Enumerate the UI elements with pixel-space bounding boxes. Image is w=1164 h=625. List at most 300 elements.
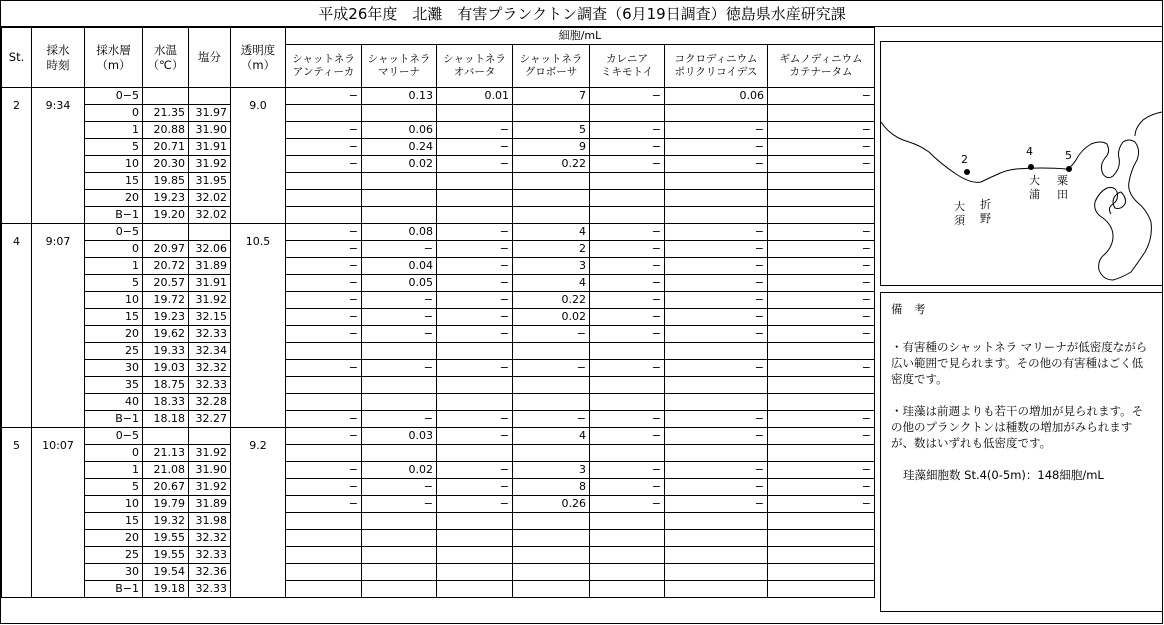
cell-count bbox=[286, 377, 362, 394]
cell-count bbox=[362, 173, 437, 190]
cell-count bbox=[768, 581, 875, 598]
page-title: 平成26年度 北灘 有害プランクトン調査（6月19日調査）徳島県水産研究課 bbox=[1, 1, 1163, 27]
depth-cell: 20 bbox=[85, 530, 143, 547]
cell-count bbox=[437, 530, 513, 547]
cell-count: − bbox=[362, 479, 437, 496]
table-row bbox=[2, 241, 875, 258]
temp-cell: 20.71 bbox=[143, 139, 189, 156]
table-row bbox=[2, 156, 875, 173]
species-name-line2: アンティーカ bbox=[292, 66, 355, 78]
cell-count bbox=[513, 445, 590, 462]
cell-count: − bbox=[437, 479, 513, 496]
cell-count bbox=[590, 207, 665, 224]
temp-cell: 21.13 bbox=[143, 445, 189, 462]
table-row bbox=[2, 377, 875, 394]
cell-count: − bbox=[768, 275, 875, 292]
table-row bbox=[2, 224, 875, 241]
table-row bbox=[2, 207, 875, 224]
cell-count: − bbox=[362, 411, 437, 428]
temp-cell: 20.88 bbox=[143, 122, 189, 139]
station-number: 4 bbox=[2, 224, 32, 428]
cell-count bbox=[665, 377, 768, 394]
table-row bbox=[2, 275, 875, 292]
header-depth-text: （m） bbox=[96, 57, 131, 72]
cell-count: 0.22 bbox=[513, 156, 590, 173]
cell-count bbox=[362, 564, 437, 581]
salinity-cell: 31.98 bbox=[189, 513, 231, 530]
cell-count: 0.13 bbox=[362, 88, 437, 105]
header-time-text: 時刻 bbox=[46, 57, 70, 72]
header-species-0 bbox=[286, 45, 362, 88]
cell-count: − bbox=[768, 479, 875, 496]
temp-cell bbox=[143, 88, 189, 105]
cell-count: 0.05 bbox=[362, 275, 437, 292]
cell-count bbox=[768, 190, 875, 207]
station-number: 5 bbox=[2, 428, 32, 598]
cell-count: − bbox=[665, 292, 768, 309]
table-row bbox=[2, 105, 875, 122]
salinity-cell bbox=[189, 428, 231, 445]
cell-count bbox=[665, 207, 768, 224]
cell-count bbox=[768, 530, 875, 547]
species-name-line2: グロボーサ bbox=[524, 66, 578, 78]
station-2-label: 2 bbox=[961, 153, 968, 166]
header-temp bbox=[143, 28, 189, 88]
table-row bbox=[2, 173, 875, 190]
cell-count bbox=[665, 343, 768, 360]
cell-count bbox=[286, 105, 362, 122]
salinity-cell: 31.90 bbox=[189, 462, 231, 479]
salinity-cell: 32.36 bbox=[189, 564, 231, 581]
table-row bbox=[2, 258, 875, 275]
depth-cell: 30 bbox=[85, 564, 143, 581]
cell-count bbox=[513, 530, 590, 547]
header-station bbox=[2, 28, 32, 88]
cell-count: − bbox=[362, 309, 437, 326]
cell-count: 5 bbox=[513, 122, 590, 139]
cell-count: − bbox=[768, 309, 875, 326]
station-5-marker bbox=[1066, 166, 1072, 172]
cell-count: − bbox=[437, 292, 513, 309]
cell-count: − bbox=[437, 496, 513, 513]
temp-cell: 19.85 bbox=[143, 173, 189, 190]
header-transparency bbox=[231, 28, 286, 88]
cell-count bbox=[590, 581, 665, 598]
salinity-cell: 31.91 bbox=[189, 139, 231, 156]
cell-count bbox=[768, 564, 875, 581]
cell-count bbox=[437, 173, 513, 190]
cell-count bbox=[362, 207, 437, 224]
cell-count bbox=[590, 547, 665, 564]
cell-count: − bbox=[590, 411, 665, 428]
cell-count: − bbox=[590, 275, 665, 292]
salinity-cell: 31.89 bbox=[189, 258, 231, 275]
temp-cell: 19.54 bbox=[143, 564, 189, 581]
cell-count: − bbox=[590, 122, 665, 139]
temp-cell: 19.32 bbox=[143, 513, 189, 530]
cell-count: 0.06 bbox=[665, 88, 768, 105]
table-row bbox=[2, 564, 875, 581]
cell-count: − bbox=[286, 258, 362, 275]
place-oura-1: 大 bbox=[1029, 174, 1040, 187]
cell-count: 0.03 bbox=[362, 428, 437, 445]
header-species-4 bbox=[590, 45, 665, 88]
cell-count bbox=[665, 105, 768, 122]
cell-count: − bbox=[768, 122, 875, 139]
cell-count: − bbox=[665, 156, 768, 173]
station-map bbox=[880, 41, 1163, 286]
cell-count bbox=[362, 581, 437, 598]
depth-cell: 0 bbox=[85, 241, 143, 258]
temp-cell: 19.18 bbox=[143, 581, 189, 598]
temp-cell: 19.23 bbox=[143, 190, 189, 207]
cell-count bbox=[513, 207, 590, 224]
cell-count: − bbox=[437, 360, 513, 377]
cell-count bbox=[513, 105, 590, 122]
temp-cell: 20.57 bbox=[143, 275, 189, 292]
cell-count bbox=[437, 564, 513, 581]
depth-cell: 20 bbox=[85, 190, 143, 207]
salinity-cell: 32.32 bbox=[189, 530, 231, 547]
table-row bbox=[2, 479, 875, 496]
salinity-cell: 32.02 bbox=[189, 190, 231, 207]
temp-cell bbox=[143, 428, 189, 445]
temp-cell: 20.30 bbox=[143, 156, 189, 173]
cell-count bbox=[590, 190, 665, 207]
cell-count: − bbox=[665, 360, 768, 377]
cell-count bbox=[513, 394, 590, 411]
cell-count bbox=[513, 190, 590, 207]
cell-count: − bbox=[437, 241, 513, 258]
table-row bbox=[2, 309, 875, 326]
cell-count: − bbox=[286, 496, 362, 513]
depth-cell: B−1 bbox=[85, 581, 143, 598]
cell-count: − bbox=[590, 139, 665, 156]
place-awata-1: 粟 bbox=[1057, 174, 1068, 187]
cell-count: − bbox=[437, 258, 513, 275]
cell-count: − bbox=[768, 360, 875, 377]
table-row bbox=[2, 428, 875, 445]
cell-count: − bbox=[768, 496, 875, 513]
cell-count bbox=[362, 377, 437, 394]
header-cells-unit: 細胞/mL bbox=[286, 28, 875, 45]
cell-count: − bbox=[437, 156, 513, 173]
table-row bbox=[2, 326, 875, 343]
cell-count bbox=[286, 343, 362, 360]
cell-count: − bbox=[665, 258, 768, 275]
cell-count bbox=[286, 564, 362, 581]
cell-count: − bbox=[590, 496, 665, 513]
table-row bbox=[2, 445, 875, 462]
cell-count: − bbox=[437, 428, 513, 445]
cell-count bbox=[437, 513, 513, 530]
cell-count bbox=[286, 173, 362, 190]
header-salinity bbox=[189, 28, 231, 88]
header-temp-text: （℃） bbox=[147, 57, 184, 72]
cell-count bbox=[590, 530, 665, 547]
temp-cell: 18.33 bbox=[143, 394, 189, 411]
cell-count: − bbox=[768, 462, 875, 479]
station-4-marker bbox=[1028, 164, 1034, 170]
species-name-line1: シャットネラ bbox=[367, 53, 431, 65]
place-awata-2: 田 bbox=[1057, 188, 1068, 201]
cell-count: − bbox=[286, 275, 362, 292]
cell-count: − bbox=[665, 309, 768, 326]
salinity-cell: 32.33 bbox=[189, 326, 231, 343]
header-transparency-text: 透明度 bbox=[240, 42, 276, 57]
cell-count: 4 bbox=[513, 428, 590, 445]
cell-count: 7 bbox=[513, 88, 590, 105]
cell-count: − bbox=[286, 292, 362, 309]
depth-cell: 15 bbox=[85, 513, 143, 530]
table-row bbox=[2, 360, 875, 377]
cell-count bbox=[665, 190, 768, 207]
depth-cell: 5 bbox=[85, 275, 143, 292]
species-name-line2: ミキモトイ bbox=[601, 66, 653, 78]
table-row bbox=[2, 343, 875, 360]
salinity-cell: 31.95 bbox=[189, 173, 231, 190]
salinity-cell: 31.91 bbox=[189, 275, 231, 292]
cell-count bbox=[665, 581, 768, 598]
cell-count: − bbox=[590, 292, 665, 309]
remarks-box bbox=[880, 292, 1163, 612]
species-name-line1: カレニア bbox=[606, 53, 648, 65]
depth-cell: 10 bbox=[85, 292, 143, 309]
depth-cell: 0−5 bbox=[85, 88, 143, 105]
cell-count: 0.06 bbox=[362, 122, 437, 139]
header-temp-text: 水温 bbox=[154, 42, 177, 57]
cell-count: − bbox=[286, 241, 362, 258]
cell-count: − bbox=[768, 156, 875, 173]
cell-count: 0.01 bbox=[437, 88, 513, 105]
temp-cell: 20.67 bbox=[143, 479, 189, 496]
salinity-cell: 31.92 bbox=[189, 292, 231, 309]
cell-count: − bbox=[437, 122, 513, 139]
cell-count: − bbox=[665, 326, 768, 343]
cell-count bbox=[590, 377, 665, 394]
cell-count: − bbox=[768, 428, 875, 445]
salinity-cell: 31.97 bbox=[189, 105, 231, 122]
cell-count bbox=[437, 190, 513, 207]
cell-count: − bbox=[437, 275, 513, 292]
depth-cell: 25 bbox=[85, 547, 143, 564]
cell-count bbox=[513, 564, 590, 581]
cell-count: 8 bbox=[513, 479, 590, 496]
salinity-cell: 31.89 bbox=[189, 496, 231, 513]
table-row bbox=[2, 581, 875, 598]
depth-cell: 0 bbox=[85, 105, 143, 122]
header-species-6 bbox=[768, 45, 875, 88]
cell-count bbox=[286, 394, 362, 411]
cell-count: − bbox=[768, 139, 875, 156]
cell-count: 3 bbox=[513, 462, 590, 479]
cell-count: − bbox=[590, 258, 665, 275]
cell-count: 0.08 bbox=[362, 224, 437, 241]
depth-cell: B−1 bbox=[85, 411, 143, 428]
cell-count bbox=[362, 547, 437, 564]
species-name-line1: シャットネラ bbox=[519, 53, 583, 65]
coastline-east bbox=[1066, 140, 1151, 280]
cell-count: − bbox=[768, 224, 875, 241]
cell-count: − bbox=[286, 156, 362, 173]
place-orino-1: 折 bbox=[980, 198, 991, 211]
cell-count: − bbox=[768, 326, 875, 343]
cell-count bbox=[768, 207, 875, 224]
cell-count: 0.02 bbox=[362, 156, 437, 173]
temp-cell: 19.72 bbox=[143, 292, 189, 309]
temp-cell: 18.75 bbox=[143, 377, 189, 394]
cell-count: − bbox=[590, 479, 665, 496]
depth-cell: 0−5 bbox=[85, 428, 143, 445]
cell-count: − bbox=[362, 326, 437, 343]
salinity-cell: 31.92 bbox=[189, 479, 231, 496]
remarks-paragraph-1: ・有害種のシャットネラ マリーナが低密度ながら広い範囲で見られます。その他の有害種はごく低密度です。 bbox=[891, 340, 1148, 386]
sampling-time: 10:07 bbox=[32, 428, 85, 598]
cell-count bbox=[768, 377, 875, 394]
cell-count: − bbox=[437, 462, 513, 479]
cell-count: − bbox=[590, 462, 665, 479]
header-salinity-text: 塩分 bbox=[198, 50, 221, 64]
cell-count: − bbox=[768, 258, 875, 275]
depth-cell: 1 bbox=[85, 462, 143, 479]
cell-count bbox=[768, 513, 875, 530]
temp-cell: 19.23 bbox=[143, 309, 189, 326]
depth-cell: 0−5 bbox=[85, 224, 143, 241]
cell-count bbox=[362, 105, 437, 122]
cell-count: − bbox=[286, 479, 362, 496]
cell-count: − bbox=[513, 326, 590, 343]
cell-count bbox=[286, 513, 362, 530]
cell-count: − bbox=[665, 139, 768, 156]
cell-count: 0.02 bbox=[362, 462, 437, 479]
cell-count bbox=[665, 445, 768, 462]
cell-count: − bbox=[590, 360, 665, 377]
species-name-line1: シャットネラ bbox=[443, 53, 506, 65]
table-row bbox=[2, 547, 875, 564]
salinity-cell: 32.33 bbox=[189, 547, 231, 564]
station-4-label: 4 bbox=[1026, 145, 1033, 158]
cell-count: − bbox=[362, 292, 437, 309]
cell-count bbox=[590, 564, 665, 581]
cell-count: − bbox=[768, 411, 875, 428]
salinity-cell: 32.15 bbox=[189, 309, 231, 326]
temp-cell: 19.79 bbox=[143, 496, 189, 513]
temp-cell bbox=[143, 224, 189, 241]
table-row bbox=[2, 122, 875, 139]
cell-count bbox=[362, 190, 437, 207]
cell-count: − bbox=[437, 309, 513, 326]
cell-count bbox=[665, 564, 768, 581]
table-body bbox=[2, 28, 875, 598]
cell-count: − bbox=[437, 411, 513, 428]
table-row bbox=[2, 292, 875, 309]
cell-count: − bbox=[286, 309, 362, 326]
species-name-line1: シャットネラ bbox=[292, 53, 355, 65]
cell-count: − bbox=[665, 122, 768, 139]
cell-count bbox=[590, 343, 665, 360]
cell-count bbox=[665, 173, 768, 190]
cell-count bbox=[665, 530, 768, 547]
table-row bbox=[2, 139, 875, 156]
header-species-5 bbox=[665, 45, 768, 88]
cell-count bbox=[437, 377, 513, 394]
temp-cell: 20.97 bbox=[143, 241, 189, 258]
temp-cell: 19.55 bbox=[143, 547, 189, 564]
header-station-text: St. bbox=[8, 50, 25, 64]
temp-cell: 19.03 bbox=[143, 360, 189, 377]
cell-count: − bbox=[590, 326, 665, 343]
depth-cell: 40 bbox=[85, 394, 143, 411]
cell-count: − bbox=[590, 88, 665, 105]
cell-count bbox=[590, 445, 665, 462]
temp-cell: 21.35 bbox=[143, 105, 189, 122]
cell-count bbox=[362, 530, 437, 547]
cell-count: 3 bbox=[513, 258, 590, 275]
cell-count bbox=[437, 394, 513, 411]
depth-cell: 1 bbox=[85, 122, 143, 139]
depth-cell: 5 bbox=[85, 139, 143, 156]
table-row bbox=[2, 462, 875, 479]
cell-count bbox=[590, 394, 665, 411]
header-depth bbox=[85, 28, 143, 88]
coast-north bbox=[1135, 112, 1162, 136]
salinity-cell bbox=[189, 88, 231, 105]
cell-count: − bbox=[665, 241, 768, 258]
salinity-cell: 32.06 bbox=[189, 241, 231, 258]
cell-count bbox=[768, 343, 875, 360]
sampling-time: 9:07 bbox=[32, 224, 85, 428]
depth-cell: 10 bbox=[85, 496, 143, 513]
depth-cell: 30 bbox=[85, 360, 143, 377]
place-oura-2: 浦 bbox=[1029, 188, 1040, 201]
header-row bbox=[2, 28, 875, 45]
cell-count bbox=[362, 394, 437, 411]
species-name-line1: コクロディニウム bbox=[674, 53, 758, 65]
temp-cell: 19.33 bbox=[143, 343, 189, 360]
salinity-cell: 32.33 bbox=[189, 581, 231, 598]
cell-count: − bbox=[437, 326, 513, 343]
cell-count: − bbox=[286, 360, 362, 377]
depth-cell: 10 bbox=[85, 156, 143, 173]
cell-count bbox=[513, 513, 590, 530]
cell-count: − bbox=[590, 309, 665, 326]
cell-count bbox=[362, 445, 437, 462]
cell-count: 0.02 bbox=[513, 309, 590, 326]
cell-count: − bbox=[286, 88, 362, 105]
cell-count: − bbox=[362, 360, 437, 377]
cell-count bbox=[286, 530, 362, 547]
depth-cell: 15 bbox=[85, 173, 143, 190]
cell-count: − bbox=[513, 411, 590, 428]
cell-count: − bbox=[590, 428, 665, 445]
cell-count: − bbox=[286, 122, 362, 139]
cell-count bbox=[768, 394, 875, 411]
transparency-value: 9.2 bbox=[231, 428, 286, 598]
cell-count: 0.04 bbox=[362, 258, 437, 275]
temp-cell: 19.55 bbox=[143, 530, 189, 547]
species-name-line2: マリーナ bbox=[378, 66, 420, 78]
cell-count: − bbox=[665, 496, 768, 513]
cell-count bbox=[286, 581, 362, 598]
depth-cell: 35 bbox=[85, 377, 143, 394]
species-name-line2: ポリクリコイデス bbox=[674, 66, 758, 78]
cell-count bbox=[513, 377, 590, 394]
cell-count: − bbox=[665, 275, 768, 292]
cell-count: 4 bbox=[513, 224, 590, 241]
station-2-marker bbox=[964, 169, 970, 175]
depth-cell: 0 bbox=[85, 445, 143, 462]
cell-count bbox=[437, 445, 513, 462]
